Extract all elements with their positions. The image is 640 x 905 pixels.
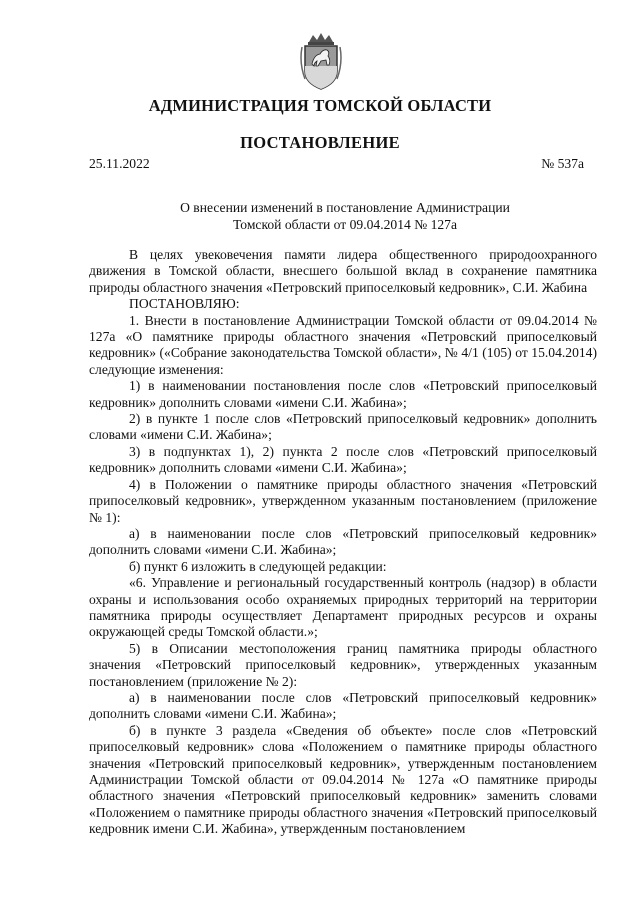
item-1-4-a: а) в наименовании после слов «Петровский припоселковый кедровник» дополнить словами «имени С.И. Жабина»; [89, 525, 597, 558]
item-1-2: 2) в пункте 1 после слов «Петровский припоселковый кедровник» дополнить словами «имени С.И. Жабина»; [89, 411, 597, 443]
item-1-4: 4) в Положении о памятнике природы областного значения «Петровский припоселковый кедровник», утвержденном указанным постановлением (приложение № 1): [89, 476, 597, 525]
doc-number: № 537а [541, 156, 584, 171]
doc-body [89, 247, 597, 838]
doc-subject [120, 200, 570, 233]
subject-line-2: Томской области от 09.04.2014 № 127а [233, 216, 457, 232]
item-1-4-b: б) пункт 6 изложить в следующей редакции: [129, 558, 387, 574]
doc-date: 25.11.2022 [89, 156, 150, 171]
paragraph-1: 1. Внести в постановление Администрации Томской области от 09.04.2014 № 127а «О памятнике природы областного значения «Петровский припоселковый кедровник» («Собрание законодательства Томской области», № 4/1 (105) от 15.04.2014) следующие изменения: [89, 312, 597, 377]
item-1-5: 5) в Описании местоположения границ памятника природы областного значения «Петровский припоселковый кедровник», утвержденных указанным постановлением (приложение № 2): [89, 640, 597, 689]
item-1-4-b-text: «6. Управление и региональный государственный контроль (надзор) в области охраны и использования особо охраняемых природных территорий на территории памятника природы осуществляет Департамент природных ресурсов и охраны окружающей среды Томской области.»; [89, 575, 597, 640]
item-1-5-a: а) в наименовании после слов «Петровский припоселковый кедровник» дополнить словами «имени С.И. Жабина»; [89, 689, 597, 722]
preamble: В целях увековечения памяти лидера общественного природоохранного движения в Томской области, внесшего большой вклад в сохранение памятника природы областного значения «Петровский припоселковый кедровник», С.И. Жабина [89, 247, 597, 295]
item-1-1: 1) в наименовании постановления после слов «Петровский припоселковый кедровник» дополнить словами «имени С.И. Жабина»; [89, 378, 597, 410]
resolve-line: ПОСТАНОВЛЯЮ: [129, 296, 240, 312]
coat-of-arms-icon [299, 33, 343, 90]
item-1-5-b: б) в пункте 3 раздела «Сведения об объекте» после слов «Петровский припоселковый кедровник» слова «Положением о памятнике природы областного значения «Петровский припоселковый кедровник», утвержденным постановлением Администрации Томской области от 09.04.2014 № 127а «О памятнике природы областного значения «Петровский припоселковый кедровник» заменить словами «Положением о памятнике природы областного значения «Петровский припоселковый кедровник имени С.И. Жабина», утвержденным постановлением [89, 722, 597, 837]
item-1-3: 3) в подпунктах 1), 2) пункта 2 после слов «Петровский припоселковый кедровник» дополнить словами «имени С.И. Жабина»; [89, 443, 597, 476]
subject-line-1: О внесении изменений в постановление Администрации [180, 200, 510, 215]
org-title: АДМИНИСТРАЦИЯ ТОМСКОЙ ОБЛАСТИ [148, 96, 492, 115]
doc-type: ПОСТАНОВЛЕНИЕ [240, 133, 400, 152]
